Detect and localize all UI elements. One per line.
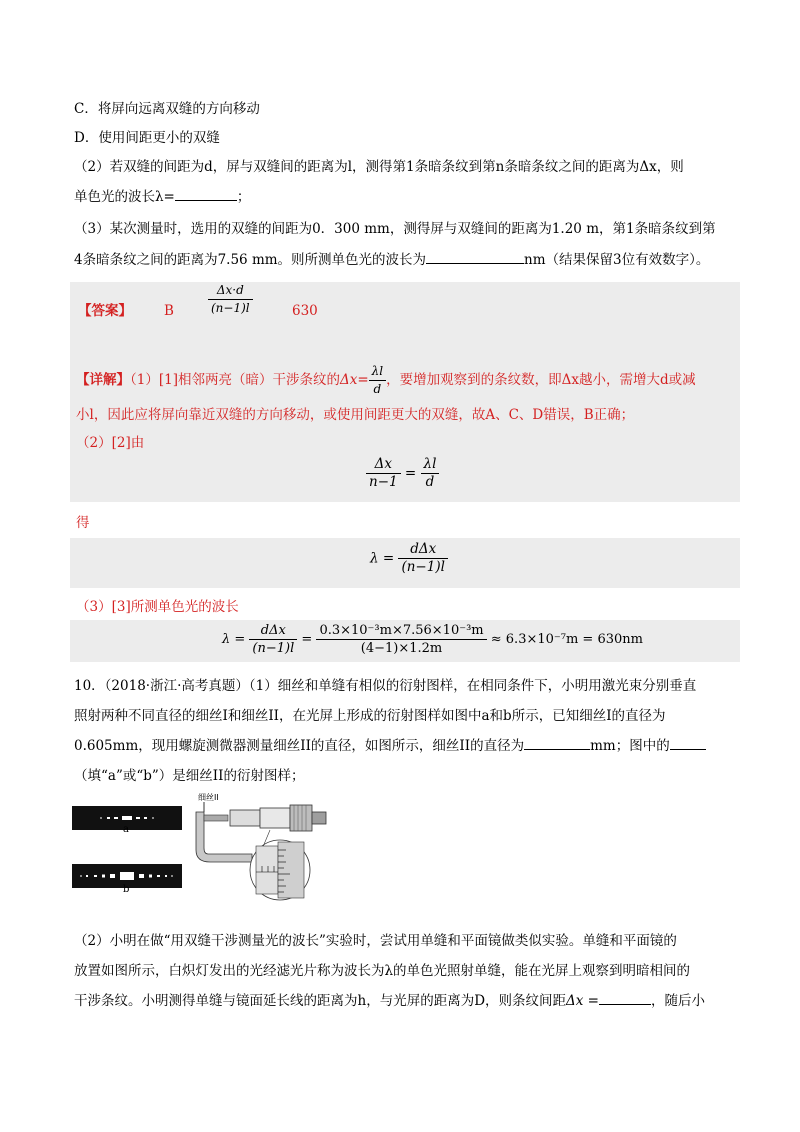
q3-line2 bbox=[74, 250, 709, 270]
detail-frac-den: d bbox=[373, 382, 382, 396]
answer-label: 【答案】 bbox=[78, 303, 132, 319]
q10-2-line3a: 干涉条纹。小明测得单缝与镜面延长线的距离为h，与光屏的距离为D，则条纹间距 bbox=[74, 993, 567, 1009]
equation-3: λ = $\frac{\text{dΔx}}{(n-1)l}$ = $\frac{\text{0.3×10⁻³m×7.56×10⁻³m}}{(4-1)\times 1.2m}$ ≈ 6.3×10⁻⁷m = 630nm bbox=[222, 623, 643, 656]
q3-line1: （3）某次测量时，选用的双缝的间距为0．300 mm，测得屏与双缝间的距离为1.20 m，第1条暗条纹到第 bbox=[74, 221, 716, 237]
answer-2-fraction bbox=[208, 282, 253, 317]
eq2-den: (n−1)l bbox=[401, 559, 445, 575]
equation-1: $\frac{\Delta x}{n-1}$ = $\frac{\lambda l}{d}$ bbox=[366, 456, 439, 491]
eq3-f2-den: (4−1)×1.2m bbox=[360, 641, 443, 656]
micrometer-figure bbox=[190, 790, 330, 910]
answer-blank bbox=[599, 1004, 651, 1005]
answer-2-num: Δx·d bbox=[208, 282, 253, 300]
q10-line3a: 0.605mm，现用螺旋测微器测量细丝II的直径，如图所示，细丝II的直径为 bbox=[74, 738, 525, 754]
answer-blank bbox=[426, 263, 524, 264]
detail-line2: 小l，因此应将屏向靠近双缝的方向移动，或使用间距更大的双缝，故A、C、D错误，B正确； bbox=[76, 407, 635, 423]
eq3-f1-den: (n−1)l bbox=[252, 641, 295, 656]
detail-line1b: Δx= bbox=[339, 372, 369, 388]
q3-line2b: nm（结果保留3位有效数字）。 bbox=[524, 252, 710, 268]
detail-frac-num: λl bbox=[369, 363, 386, 381]
q10-line4: （填“a”或“b”）是细丝II的衍射图样； bbox=[74, 768, 305, 784]
equation-2 bbox=[370, 541, 448, 576]
answer-blank bbox=[524, 749, 590, 750]
q10-2-line3 bbox=[74, 991, 705, 1011]
q2-line1: （2）若双缝的间距为d，屏与双缝间的距离为l，测得第1条暗条纹到第n条暗条纹之间的距离为Δx，则 bbox=[74, 159, 684, 175]
q10-2-line3b: Δx = bbox=[566, 993, 599, 1009]
eq1-rhs-den: d bbox=[425, 474, 435, 490]
answer-1: B bbox=[164, 303, 174, 319]
detail-line1a: （1）[1]相邻两亮（暗）干涉条纹的 bbox=[130, 372, 340, 388]
q10-line2: 照射两种不同直径的细丝I和细丝II，在光屏上形成的衍射图样如图中a和b所示，已知细丝I的直径为 bbox=[74, 708, 666, 724]
q10-line3b: mm；图中的 bbox=[590, 738, 670, 754]
detail-step3: （3）[3]所测单色光的波长 bbox=[76, 599, 239, 615]
option-d: D．使用间距更小的双缝 bbox=[74, 130, 220, 146]
detail-line1 bbox=[76, 363, 696, 398]
q10-2-line2: 放置如图所示，白炽灯发出的光经滤光片称为波长为λ的单色光照射单缝，能在光屏上观察到明暗相间的 bbox=[74, 963, 691, 979]
detail-de: 得 bbox=[76, 515, 90, 531]
q10-2-line1: （2）小明在做“用双缝干涉测量光的波长”实验时，尝试用单缝和平面镜做类似实验。单缝和平面镜的 bbox=[74, 933, 677, 949]
q2-line2: 单色光的波长λ= ； bbox=[74, 189, 251, 205]
eq1-lhs-num: Δx bbox=[366, 456, 401, 474]
eq2-lhs: λ = bbox=[370, 550, 395, 567]
answer-2-den: (n−1)l bbox=[211, 301, 250, 315]
q10-line1: 10．（2018·浙江·高考真题）（1）细丝和单缝有相似的衍射图样，在相同条件下，小明用激光束分别垂直 bbox=[74, 678, 697, 694]
eq3-f2-num: 0.3×10⁻³m×7.56×10⁻³m bbox=[316, 622, 486, 640]
detail-label: 【详解】 bbox=[76, 372, 130, 388]
q2-line2-text: 单色光的波长λ= bbox=[74, 189, 175, 205]
q10-line3 bbox=[74, 736, 706, 756]
answer-blank bbox=[175, 200, 237, 201]
eq3-f1-num: dΔx bbox=[249, 622, 297, 640]
eq1-rhs-num: λl bbox=[421, 456, 440, 474]
q3-line2a: 4条暗条纹之间的距离为7.56 mm。则所测单色光的波长为 bbox=[74, 252, 427, 268]
option-c: C．将屏向远离双缝的方向移动 bbox=[74, 101, 260, 117]
eq3-lhs: λ = bbox=[222, 632, 246, 647]
answer-3: 630 bbox=[292, 303, 318, 319]
q10-2-line3c: ，随后小 bbox=[651, 993, 705, 1009]
eq3-rhs: ≈ 6.3×10⁻⁷m = 630nm bbox=[490, 632, 643, 647]
detail-line1c: ，要增加观察到的条纹数，即Δx越小，需增大d或减 bbox=[386, 372, 696, 388]
figure-label-a: a bbox=[123, 824, 129, 835]
figure-label-b: b bbox=[123, 884, 130, 895]
detail-step2: （2）[2]由 bbox=[76, 435, 145, 451]
wire-label: 细丝II bbox=[198, 793, 219, 802]
eq1-lhs-den: n−1 bbox=[369, 474, 398, 490]
eq2-num: dΔx bbox=[398, 541, 447, 559]
answer-blank bbox=[670, 749, 706, 750]
